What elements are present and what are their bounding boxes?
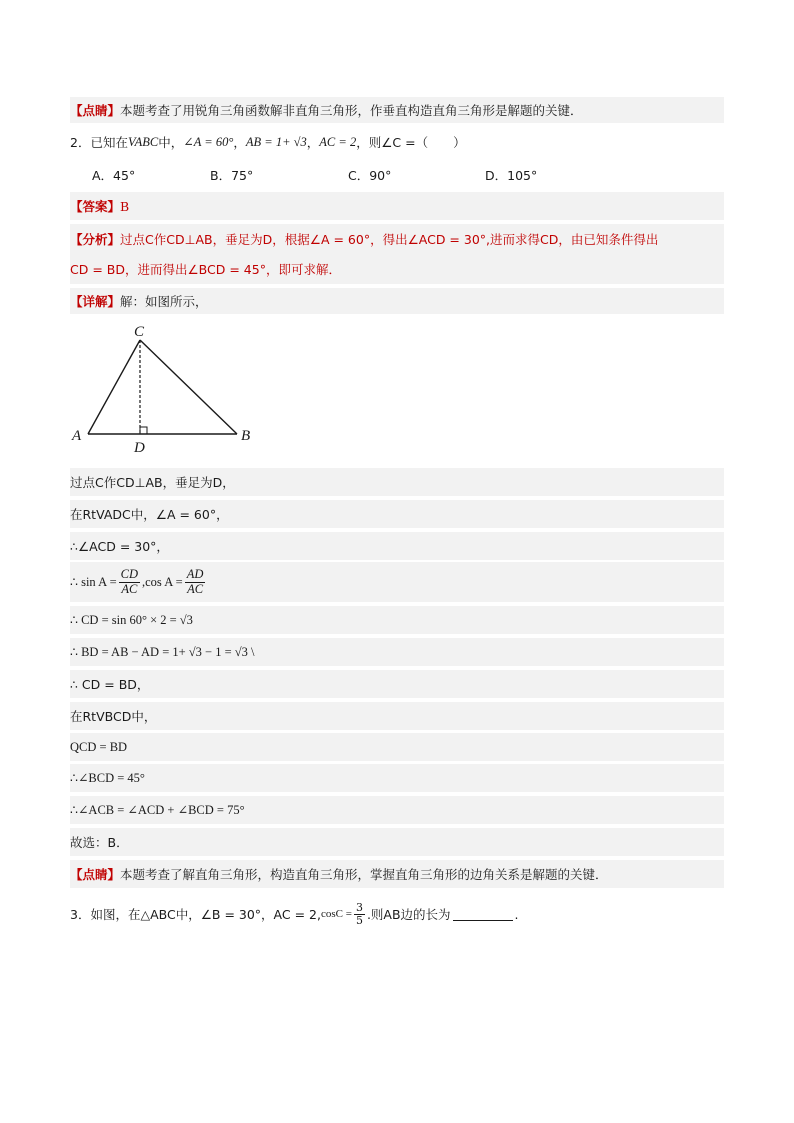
label-a: A [72,428,82,444]
step-5-text: ∴ CD = sin 60° × 2 = √3 [70,613,193,627]
dianjing-tag-2: 【点睛】 [70,867,121,882]
prev-dianjing-row [70,97,724,123]
q3-end: . [514,906,519,922]
step-12-text: 故选：B． [70,835,129,850]
step-3 [70,532,724,560]
step-1 [70,468,724,496]
prev-dianjing-text: 本题考查了用锐角三角函数解非直角三角形，作垂直构造直角三角形是解题的关键． [120,103,583,118]
step-6-text: ∴ BD = AB − AD = 1+ √3 − 1 = √3 \ [70,645,255,659]
detail-intro: 解：如图所示， [120,294,208,309]
q3-post: .则AB边的长为 [366,907,451,922]
step-12 [70,828,724,856]
option-d: D．105° [485,168,538,183]
step-10-text: ∴∠BCD = 45° [70,771,145,785]
step-9-text: QCD = BD [70,739,128,754]
option-b: B．75° [210,168,254,183]
option-c: C．90° [348,168,392,183]
dianjing-tag: 【点睛】 [70,103,121,118]
label-b: B [241,428,251,444]
question-2-stem: 2．已知在 VABC 中， ∠A = 60° ， AB = 1+ √3 ， AC = 2 ，则∠C =（ ） [70,134,466,150]
step-7 [70,670,724,698]
answer-row [70,192,724,220]
answer-blank[interactable] [453,908,513,921]
q3-fraction: $\frac{3}{5}$ [355,900,363,927]
label-d: D [134,440,145,456]
step-8 [70,702,724,730]
q2-zhong: 中， [158,135,184,150]
option-a: A．45° [92,168,136,183]
answer-value: B [120,198,130,214]
question-3-stem [70,894,724,934]
step-4-cos: ,cos A = [142,574,183,589]
analysis-row-2 [70,254,724,284]
fraction-cd-ac: $\frac{CD}{AC}$ [120,567,138,596]
q3-cos: cosC = [320,908,352,920]
analysis-line-2: CD = BD，进而得出∠BCD = 45°，即可求解． [70,262,341,277]
step-7-text: ∴ CD = BD， [70,677,150,692]
q2-angle-a: ∠A = 60° [183,135,234,149]
q3-pre: 3．如图，在△ABC中，∠B = 30°，AC = 2, [70,907,321,922]
step-8-text: 在RtVBCD中， [70,709,157,724]
side-ac [88,340,140,434]
right-angle-mark [140,427,147,434]
detail-tag: 【详解】 [70,294,121,309]
dianjing-row-2 [70,860,724,888]
q2-ab: AB = 1+ √3 [245,134,307,149]
answer-tag: 【答案】 [70,199,121,214]
detail-row [70,288,724,314]
step-2-text: 在RtVADC中，∠A = 60°， [70,507,229,522]
analysis-line-1: 过点C作CD⊥AB，垂足为D，根据∠A = 60°，得出∠ACD = 30°,进而求得CD，由已知条件得出 [120,232,659,247]
analysis-tag: 【分析】 [70,232,121,247]
step-11 [70,796,724,824]
step-2 [70,500,724,528]
side-bc [140,340,237,434]
analysis-row-1 [70,224,724,254]
q2-question-c: ，则∠C =（ ） [356,135,466,150]
q2-triangle: VABC [127,134,159,149]
step-3-text: ∴∠ACD = 30°， [70,539,169,554]
step-10 [70,764,724,792]
triangle-figure [70,318,290,460]
step-11-text: ∴∠ACB = ∠ACD + ∠BCD = 75° [70,803,245,817]
dianjing-text-2: 本题考查了解直角三角形，构造直角三角形，掌握直角三角形的边角关系是解题的关键． [120,867,608,882]
step-9 [70,733,724,761]
step-4-sin: ∴ sin A = [70,575,117,589]
step-4 [70,562,724,602]
fraction-ad-ac: $\frac{AD}{AC}$ [186,567,204,596]
q2-ac: AC = 2 [319,134,357,149]
step-1-text: 过点C作CD⊥AB，垂足为D， [70,475,235,490]
step-5 [70,606,724,634]
q2-number: 2．已知在 [70,135,128,150]
step-6 [70,638,724,666]
label-c: C [134,324,145,340]
